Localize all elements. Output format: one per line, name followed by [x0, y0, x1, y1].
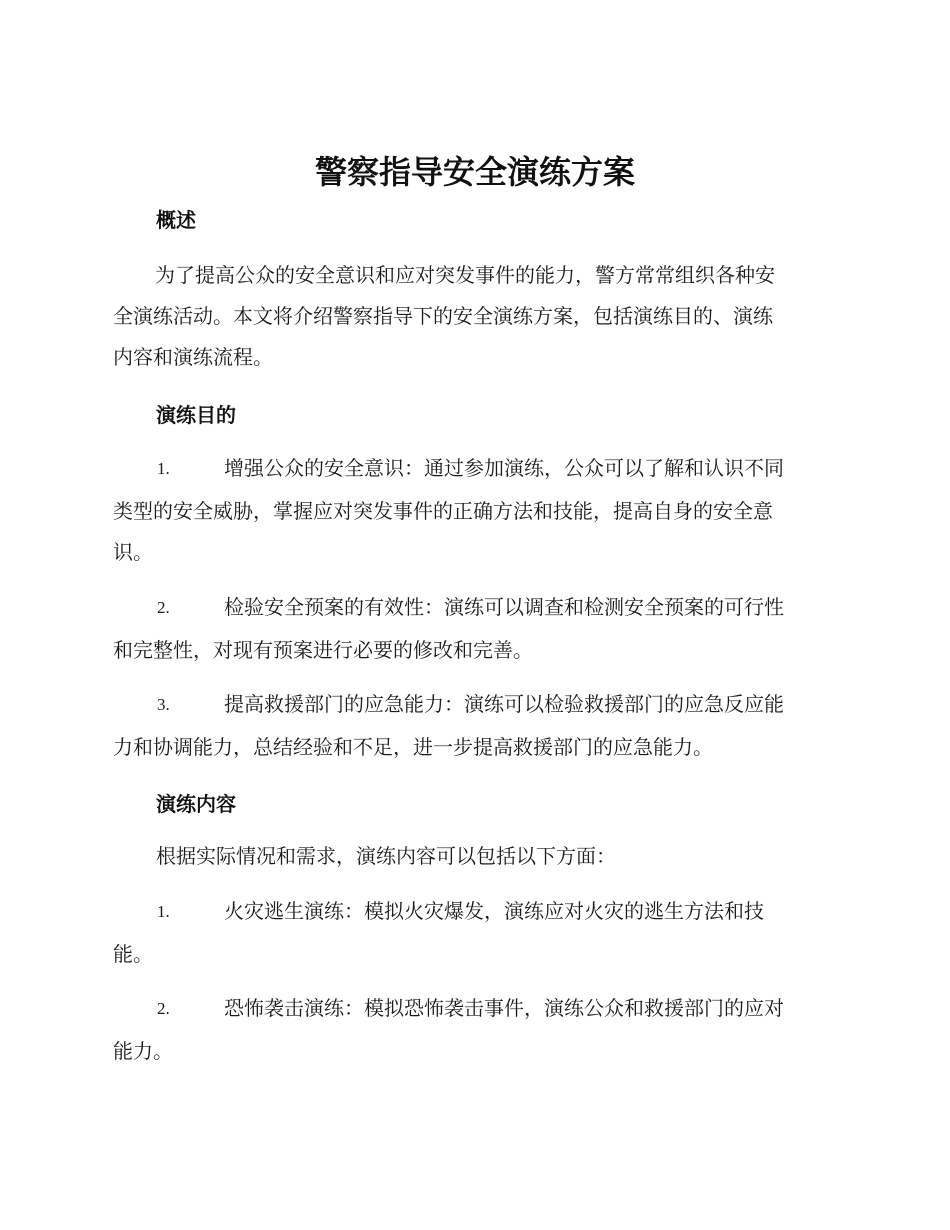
list-item-first-line: 检验安全预案的有效性：演练可以调查和检测安全预案的可行性: [224, 595, 784, 619]
list-item-first-line: 恐怖袭击演练：模拟恐怖袭击事件，演练公众和救援部门的应对: [224, 996, 784, 1020]
section-heading-content: 演练内容: [156, 792, 236, 816]
section-heading-purpose: 演练目的: [156, 403, 236, 427]
list-item-line: 识。: [113, 540, 153, 564]
content-intro: 根据实际情况和需求，演练内容可以包括以下方面：: [156, 844, 616, 868]
list-item-first-line: 提高救援部门的应急能力：演练可以检验救援部门的应急反应能: [224, 692, 784, 716]
list-number: 2.: [157, 999, 170, 1018]
document-title: 警察指导安全演练方案: [314, 153, 635, 191]
list-item-continuation: [113, 491, 773, 573]
list-item-continuation: [113, 1031, 173, 1072]
overview-line: 全演练活动。本文将介绍警察指导下的安全演练方案，包括演练目的、演练: [113, 304, 773, 328]
list-item-first-line: 火灾逃生演练：模拟火灾爆发，演练应对火灾的逃生方法和技: [224, 899, 764, 923]
overview-paragraph: [113, 255, 835, 378]
list-item-line: 和完整性，对现有预案进行必要的修改和完善。: [113, 638, 533, 662]
list-item-continuation: [113, 934, 153, 975]
list-item-continuation: [113, 630, 533, 671]
list-item-continuation: [113, 727, 713, 768]
list-item-line: 类型的安全威胁，掌握应对突发事件的正确方法和技能，提高自身的安全意: [113, 499, 773, 523]
overview-line: 为了提高公众的安全意识和应对突发事件的能力，警方常常组织各种安: [155, 263, 775, 287]
list-item-line: 能。: [113, 942, 153, 966]
overview-line: 内容和演练流程。: [113, 345, 273, 369]
list-number: 3.: [157, 695, 170, 714]
list-item-line: 力和协调能力，总结经验和不足，进一步提高救援部门的应急能力。: [113, 735, 713, 759]
list-number: 1.: [157, 902, 170, 921]
list-number: 1.: [157, 459, 170, 478]
list-item-line: 能力。: [113, 1039, 173, 1063]
list-item-first-line: 增强公众的安全意识：通过参加演练，公众可以了解和认识不同: [224, 456, 784, 480]
section-heading-overview: 概述: [156, 208, 196, 232]
list-number: 2.: [157, 598, 170, 617]
